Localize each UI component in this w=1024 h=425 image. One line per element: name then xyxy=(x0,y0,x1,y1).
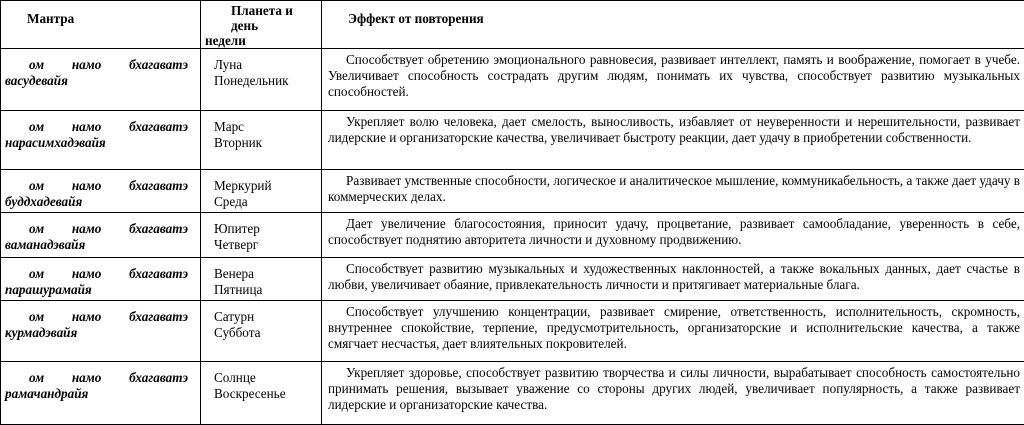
effect-cell: Укрепляет волю человека, дает смелость, выносливость, избавляет от неуверенности и нерешительности, развивает лидерские и организаторские качества, увеличивает быстроту реакции, дает удачу в приобретении собственности. xyxy=(322,111,1024,170)
effect-cell: Способствует развитию музыкальных и художественных наклонностей, а также вокальных данных, дает счастье в любви, увеличивает обаяние, привлекательность личности и притягивает материальные блага. xyxy=(322,258,1024,301)
table-header-row xyxy=(1,1,1024,49)
table-row xyxy=(1,301,1024,362)
table-row xyxy=(1,111,1024,170)
planet-day-cell: Юпитер Четверг xyxy=(201,213,322,258)
header-mantra: Мантра xyxy=(1,1,201,49)
effect-cell: Укрепляет здоровье, способствует развитию творчества и силы личности, вырабатывает способность самостоятельно принимать решения, вызывает уважение со стороны других людей, увеличивает популярность, а также развивает лидерские и организаторские качества. xyxy=(322,362,1024,425)
mantra-cell: ом намо бхагаватэ буддхадевайя xyxy=(1,170,201,213)
planet-day-cell: Луна Понедельник xyxy=(201,49,322,111)
mantra-cell: ом намо бхагаватэ васудевайя xyxy=(1,49,201,111)
planet-day-cell: Сатурн Суббота xyxy=(201,301,322,362)
planet-day-cell: Солнце Воскресенье xyxy=(201,362,322,425)
effect-cell: Развивает умственные способности, логическое и аналитическое мышление, коммуникабельность, а также дает удачу в коммерческих делах. xyxy=(322,170,1024,213)
mantra-cell: ом намо бхагаватэ парашурамайя xyxy=(1,258,201,301)
table-row xyxy=(1,49,1024,111)
effect-cell: Способствует обретению эмоционального равновесия, развивает интеллект, память и воображение, помогает в учебе. Увеличивает способность сострадать другим людям, понимать их чувства, способствует развитию музыкальных способностей. xyxy=(322,49,1024,111)
table-row xyxy=(1,213,1024,258)
mantra-cell: ом намо бхагаватэ нарасимхадэвайя xyxy=(1,111,201,170)
header-planet-day: Планета и день недели xyxy=(201,1,322,49)
table-row xyxy=(1,258,1024,301)
header-effect: Эффект от повторения xyxy=(322,1,1024,49)
effect-cell: Дает увеличение благосостояния, приносит удачу, процветание, развивает самообладание, уверенность в себе, способствует поднятию авторитета личности и духовному продвижению. xyxy=(322,213,1024,258)
mantra-cell: ом намо бхагаватэ курмадэвайя xyxy=(1,301,201,362)
planet-day-cell: Венера Пятница xyxy=(201,258,322,301)
mantra-cell: ом намо бхагаватэ ваманадэвайя xyxy=(1,213,201,258)
table-row xyxy=(1,362,1024,425)
table-row xyxy=(1,170,1024,213)
planet-day-cell: Меркурий Среда xyxy=(201,170,322,213)
planet-day-cell: Марс Вторник xyxy=(201,111,322,170)
effect-cell: Способствует улучшению концентрации, развивает смирение, ответственность, исполнительность, скромность, внутреннее спокойствие, терпение, предусмотрительность, организаторские и исполнительские качества, а также смягчает несчастья, дает влиятельных покровителей. xyxy=(322,301,1024,362)
mantra-cell: ом намо бхагаватэ рамачандрайя xyxy=(1,362,201,425)
